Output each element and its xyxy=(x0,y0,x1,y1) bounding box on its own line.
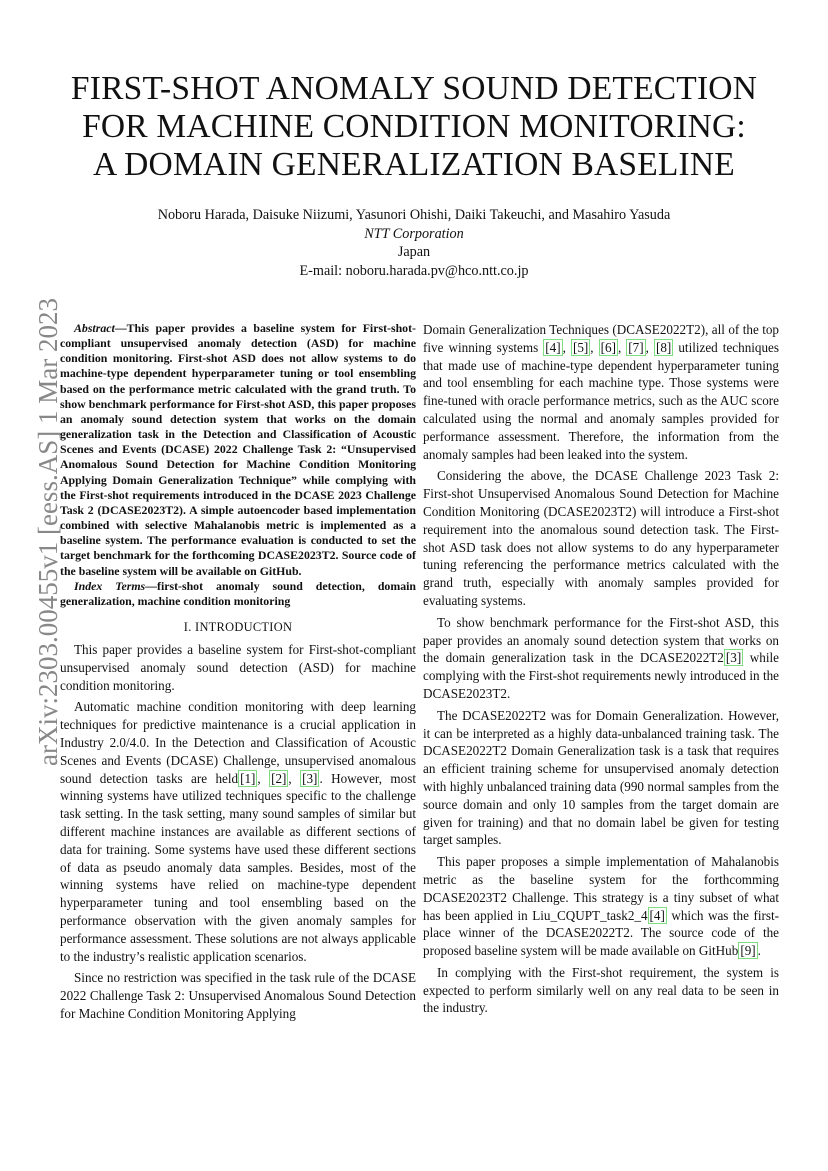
citation-link-4[interactable]: [4] xyxy=(545,339,561,355)
citation-link-2[interactable]: [2] xyxy=(271,770,287,786)
author-block xyxy=(60,206,768,280)
intro-paragraph-3-cont: Domain Generalization Techniques (DCASE2022T2), all of the top five winning systems [4] , [5] , [6] , [7] , [8] utilized techniques that made use of machine-type dependent hyperparameter tuning and tool ensembling for each machine type. Those systems were fine-tuned with oracle performance metrics, such as the AUC score calculated using the normal and anomaly samples provided for performance assessment. Therefore, the information from the anomaly samples had been leaked into the system. xyxy=(423,322,779,462)
section-heading-introduction: I. INTRODUCTION xyxy=(183,619,293,634)
title-line-2: FOR MACHINE CONDITION MONITORING: xyxy=(82,108,746,145)
citation-link-9[interactable]: [9] xyxy=(740,943,756,959)
title-line-3: A DOMAIN GENERALIZATION BASELINE xyxy=(93,146,735,183)
citation-link-5[interactable]: [5] xyxy=(572,339,589,355)
intro-paragraph-5: To show benchmark performance for the First-shot ASD, this paper provides an anomaly sound detection system that works on the domain generalization task in the DCASE2022T2 [3] while complying with the First-shot requirements newly introduced in the DCASE2023T2. xyxy=(423,614,779,701)
citation-link-3b[interactable]: [3] xyxy=(725,650,742,666)
intro-paragraph-7: This paper proposes a simple implementation of Mahalanobis metric as the baseline system for the forthcomming DCASE2023T2 Challenge. This strategy is a tiny subset of what has been applied in Liu_CQUPT_task2_4 [4] which was the first-place winner of the DCASE2022T2. The source code of the proposed baseline system will be made available on GitHub [9] . xyxy=(423,854,779,959)
index-terms-label: Index Terms xyxy=(74,578,146,593)
arxiv-identifier: arXiv:2303.00455v1 [eess.AS] 1 Mar 2023 xyxy=(33,298,63,766)
index-terms xyxy=(60,579,416,609)
abstract-text: —This paper provides a baseline system for First-shot-compliant unsupervised anomaly detection (ASD) for machine condition monitoring. First-shot ASD does not allow systems to do machine-type dependent hyperparameter tuning or tool ensembling based on the performance metric calculated with the grand truth. To show benchmark performance for First-shot ASD, this paper proposes an anomaly sound detection system that works on the domain generalization task in the Detection and Classification of Acoustic Scenes and Events (DCASE) 2022 Challenge Task 2: “Unsupervised Anomalous Sound Detection for Machine Condition Monitoring Applying Domain Generalization Technique” while complying with the First-shot requirements introduced in the DCASE 2023 Challenge Task 2 (DCASE2023T2). A simple autoencoder based implementation combined with selective Mahalanobis metric is implemented as a baseline system. The performance evaluation is conducted to set the target benchmark for the forthcoming DCASE2023T2. Source code of the baseline system will be available on GitHub. xyxy=(60,321,416,578)
affiliation: NTT Corporation xyxy=(364,225,464,242)
paper-title xyxy=(60,70,768,184)
index-terms-text: —first-shot anomaly sound detection, domain generalization, machine condition monitoring xyxy=(60,578,416,608)
intro-paragraph-2: Automatic machine condition monitoring with deep learning techniques for predictive maintenance is a crucial application in Industry 2.0/4.0. In the Detection and Classification of Acoustic Scenes and Events (DCASE) Challenge, unsupervised anomalous sound detection tasks are held [1] , [2] , [3] . However, most winning systems have utilized techniques specific to the challenge task setting. In the task setting, many sound samples of similar but different machine instances are available as different sections of data for training. Some systems have used these different sections of data as pseudo anomaly data samples. Besides, most of the winning systems have relied on machine-type dependent hyperparameter tuning and tool ensembling based on the performance observation with the given anomaly samples for performance assessment. These solutions are not always applicable to the industry’s realistic application scenarios. xyxy=(60,699,416,964)
title-line-1: FIRST-SHOT ANOMALY SOUND DETECTION xyxy=(70,70,758,107)
citation-link-8[interactable]: [8] xyxy=(655,339,672,355)
intro-paragraph-6: The DCASE2022T2 was for Domain Generalization. However, it can be interpreted as a highly data-unbalanced training task. The DCASE2022T2 Domain Generalization task is a task that requires an efficient training scheme for unsupervised anomaly detection with highly unbalanced training data (990 normal samples from the source domain and only 10 samples from the target domain are given for training) and that no domain label be given for testing target samples. xyxy=(423,707,779,848)
citation-link-1[interactable]: [1] xyxy=(240,770,256,786)
country: Japan xyxy=(397,244,431,260)
abstract-label: Abstract xyxy=(74,321,115,335)
citation-link-4b[interactable]: [4] xyxy=(649,907,665,923)
left-column xyxy=(60,321,416,1027)
right-column xyxy=(423,321,779,1021)
citation-link-3[interactable]: [3] xyxy=(302,770,318,786)
intro-paragraph-3: Since no restriction was specified in the task rule of the DCASE 2022 Challenge Task 2: Unsupervised Anomalous Sound Detection for Machine Condition Monitoring Applying xyxy=(60,970,416,1021)
email: E-mail: noboru.harada.pv@hco.ntt.co.jp xyxy=(299,262,529,279)
intro-paragraph-8: In complying with the First-shot requirement, the system is expected to perform similarly well on any real data to be seen in the industry. xyxy=(423,964,779,1016)
abstract xyxy=(60,321,416,579)
citation-link-7[interactable]: [7] xyxy=(628,339,644,355)
intro-paragraph-1: This paper provides a baseline system for First-shot-compliant unsupervised anomaly sound detection (ASD) for machine condition monitoring. xyxy=(60,641,416,693)
author-names: Noboru Harada, Daisuke Niizumi, Yasunori Ohishi, Daiki Takeuchi, and Masahiro Yasuda xyxy=(157,207,671,223)
citation-link-6[interactable]: [6] xyxy=(600,339,616,355)
intro-paragraph-4: Considering the above, the DCASE Challenge 2023 Task 2: First-shot Unsupervised Anomalous Sound Detection for Machine Condition Monitoring (DCASE2023T2) will introduce a First-shot requirement into the anomalous sound detection task. The First-shot ASD task does not allow systems to do any hyperparameter tuning referencing the performance metrics calculated with the grand truth, especially with anomaly samples provided for evaluating systems. xyxy=(423,468,779,608)
